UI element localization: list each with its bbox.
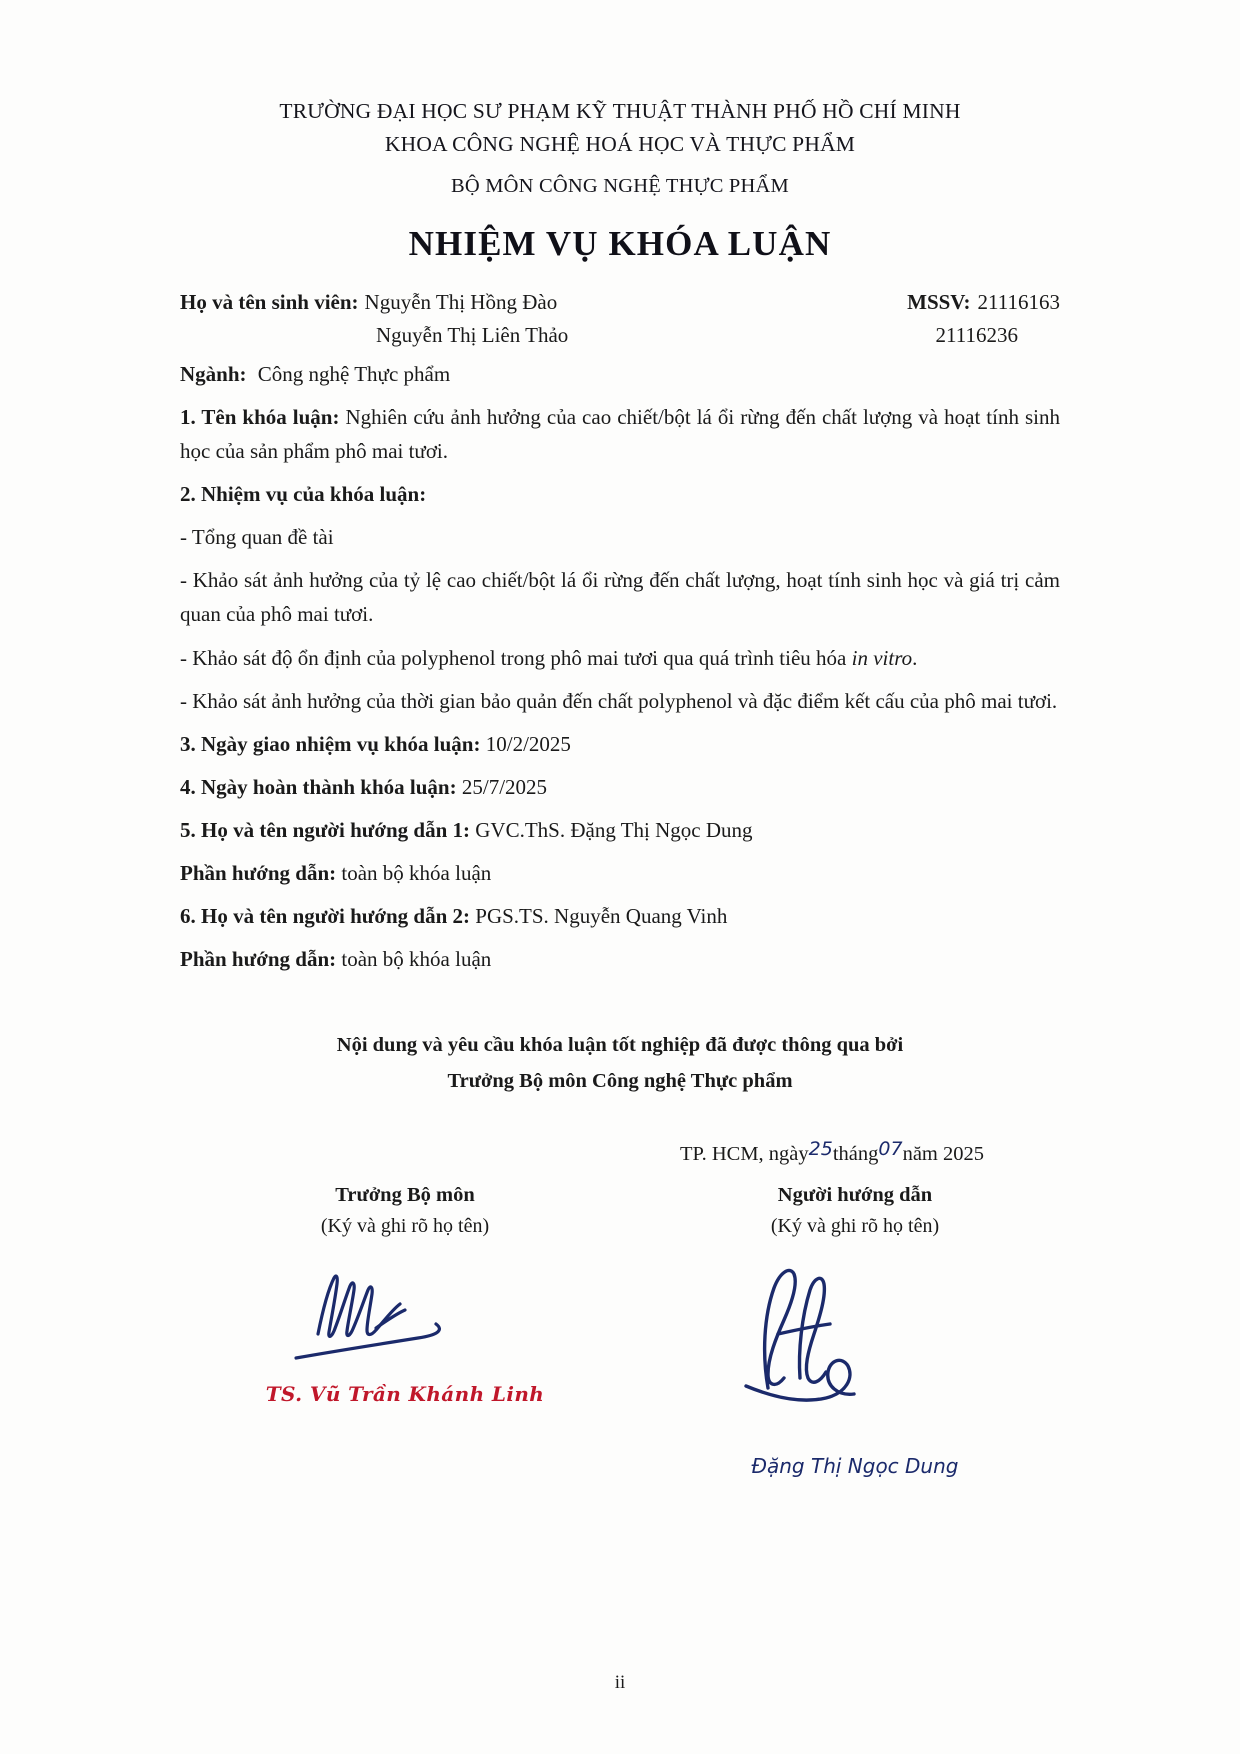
task-item: - Khảo sát ảnh hưởng của tỷ lệ cao chiết/bột lá ổi rừng đến chất lượng, hoạt tính sinh học và giá trị cảm quan của phô mai tươi. bbox=[180, 568, 1060, 627]
document-content bbox=[180, 95, 1060, 1478]
handwritten-signature-icon bbox=[650, 1238, 1070, 1448]
section-1-text: Nghiên cứu ảnh hưởng của cao chiết/bột lá ổi rừng đến chất lượng và hoạt tính sinh học của sản phẩm phô mai tươi. bbox=[180, 405, 1061, 464]
section-supervisor-2 bbox=[180, 899, 1060, 933]
section-3-value: 10/2/2025 bbox=[480, 731, 571, 756]
supervisor-2-scope bbox=[180, 942, 1060, 976]
department-name: BỘ MÔN CÔNG NGHỆ THỰC PHẨM bbox=[451, 174, 789, 197]
student-name-2: Nguyễn Thị Liên Thảo bbox=[376, 323, 569, 348]
task-item: - Tổng quan đề tài bbox=[180, 525, 334, 550]
section-1-label: 1. Tên khóa luận: bbox=[180, 405, 340, 430]
right-signature-subtitle: (Ký và ghi rõ họ tên) bbox=[770, 1215, 940, 1238]
left-signature-subtitle: (Ký và ghi rõ họ tên) bbox=[320, 1215, 490, 1238]
task-item: - Khảo sát ảnh hưởng của thời gian bảo quản đến chất polyphenol và đặc điểm kết cấu của phô mai tươi. bbox=[180, 688, 1058, 713]
student-name-1: Nguyễn Thị Hồng Đào bbox=[364, 290, 558, 315]
mssv-label: MSSV: bbox=[907, 290, 971, 315]
student-row-2 bbox=[180, 323, 1060, 348]
date-middle: tháng bbox=[832, 1143, 879, 1166]
section-4-label: 4. Ngày hoàn thành khóa luận: bbox=[180, 774, 457, 799]
signature-area bbox=[180, 1184, 1060, 1478]
approval-block bbox=[180, 1028, 1060, 1100]
section-completion-date bbox=[180, 770, 1060, 804]
major-row bbox=[180, 357, 1060, 391]
left-signature-mark bbox=[200, 1238, 610, 1388]
major-label: Ngành: bbox=[180, 362, 247, 387]
student-row-1 bbox=[180, 290, 1060, 315]
signature-block-supervisor bbox=[610, 1184, 1060, 1478]
task-item-italic: in vitro bbox=[851, 645, 913, 670]
section-5-label: 5. Họ và tên người hướng dẫn 1: bbox=[180, 817, 471, 842]
student-name-label: Họ và tên sinh viên: bbox=[180, 290, 359, 315]
page-title: NHIỆM VỤ KHÓA LUẬN bbox=[408, 224, 832, 264]
section-thesis-title bbox=[180, 400, 1060, 468]
faculty-name: KHOA CÔNG NGHỆ HOÁ HỌC VÀ THỰC PHẨM bbox=[384, 132, 856, 157]
supervisor-1-scope bbox=[180, 856, 1060, 890]
section-tasks-label bbox=[180, 477, 1060, 511]
major-value: Công nghệ Thực phẩm bbox=[257, 362, 451, 387]
section-6-part-value: toàn bộ khóa luận bbox=[336, 946, 492, 971]
section-4-value: 25/7/2025 bbox=[456, 774, 548, 799]
section-5-part-value: toàn bộ khóa luận bbox=[336, 860, 492, 885]
right-signature-mark bbox=[650, 1238, 1060, 1448]
handwritten-signature-icon bbox=[200, 1238, 620, 1388]
left-signature-name: TS. Vũ Trần Khánh Linh bbox=[265, 1382, 545, 1407]
mssv-value-1: 21116163 bbox=[977, 290, 1060, 315]
date-line bbox=[180, 1138, 1060, 1166]
section-5-part-label: Phần hướng dẫn: bbox=[180, 860, 337, 885]
page-number: ii bbox=[614, 1672, 626, 1693]
mssv-value-2: 21116236 bbox=[935, 323, 1018, 348]
section-6-value: PGS.TS. Nguyễn Quang Vinh bbox=[470, 903, 728, 928]
section-supervisor-1 bbox=[180, 813, 1060, 847]
task-item-text: - Khảo sát độ ổn định của polyphenol trong phô mai tươi qua quá trình tiêu hóa bbox=[180, 645, 852, 670]
section-2-label: 2. Nhiệm vụ của khóa luận: bbox=[180, 482, 427, 507]
university-name: TRƯỜNG ĐẠI HỌC SƯ PHẠM KỸ THUẬT THÀNH PHỐ HỒ CHÍ MINH bbox=[279, 99, 961, 123]
date-day-handwritten: 25 bbox=[808, 1138, 833, 1161]
signature-block-head bbox=[180, 1184, 610, 1478]
date-month-handwritten: 07 bbox=[878, 1138, 903, 1161]
right-signature-name: Đặng Thị Ngọc Dung bbox=[751, 1454, 959, 1479]
approval-line-2: Trưởng Bộ môn Công nghệ Thực phẩm bbox=[447, 1069, 793, 1092]
approval-line-1: Nội dung và yêu cầu khóa luận tốt nghiệp đã được thông qua bởi bbox=[336, 1033, 904, 1056]
section-6-label: 6. Họ và tên người hướng dẫn 2: bbox=[180, 903, 471, 928]
date-prefix: TP. HCM, ngày bbox=[679, 1143, 809, 1166]
left-signature-title: Trưởng Bộ môn bbox=[335, 1184, 475, 1207]
section-5-value: GVC.ThS. Đặng Thị Ngọc Dung bbox=[470, 817, 753, 842]
task-item-tail: . bbox=[912, 645, 918, 670]
task-item bbox=[180, 641, 1060, 675]
section-assign-date bbox=[180, 727, 1060, 761]
section-6-part-label: Phần hướng dẫn: bbox=[180, 946, 337, 971]
date-suffix: năm 2025 bbox=[902, 1143, 984, 1166]
document-header bbox=[180, 95, 1060, 202]
right-signature-title: Người hướng dẫn bbox=[777, 1184, 933, 1207]
section-3-label: 3. Ngày giao nhiệm vụ khóa luận: bbox=[180, 731, 481, 756]
